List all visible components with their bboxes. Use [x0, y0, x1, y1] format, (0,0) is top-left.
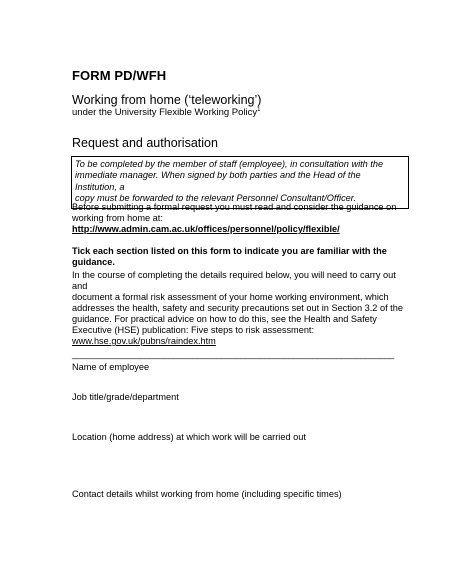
- divider-line: ___________________________________________________________________: [72, 349, 394, 359]
- risk-assessment-line: In the course of completing the details required below, you will need to carry out and: [72, 270, 396, 291]
- tick-instruction: [72, 246, 412, 268]
- hse-link[interactable]: www.hse.gov.uk/pubns/raindex.htm: [72, 336, 216, 346]
- policy-reference: [72, 107, 261, 118]
- form-title: FORM PD/WFH: [72, 68, 167, 83]
- instruction-box: [71, 156, 409, 209]
- risk-assessment-line: document a formal risk assessment of your home working environment, which: [72, 292, 389, 302]
- tick-instruction-line: guidance.: [72, 257, 115, 267]
- field-label-location: Location (home address) at which work will be carried out: [72, 432, 306, 442]
- instruction-line: immediate manager. When signed by both parties and the Head of the Institution, a: [75, 170, 361, 192]
- guidance-intro-line: Before submitting a formal request you must read and consider the guidance on: [72, 202, 397, 212]
- policy-reference-text: under the University Flexible Working Policy: [72, 107, 258, 118]
- section-heading: Request and authorisation: [72, 136, 218, 150]
- instruction-line: copy must be forwarded to the relevant Personnel Consultant/Officer.: [75, 193, 357, 204]
- instruction-line: To be completed by the member of staff (employee), in consultation with the: [75, 159, 384, 169]
- field-label-contact-details: Contact details whilst working from home (including specific times): [72, 489, 342, 499]
- form-subtitle: Working from home (‘teleworking’): [72, 93, 262, 107]
- tick-instruction-line: Tick each section listed on this form to indicate you are familiar with the: [72, 246, 387, 256]
- field-label-job-title: Job title/grade/department: [72, 392, 179, 402]
- guidance-link[interactable]: http://www.admin.cam.ac.uk/offices/personnel/policy/flexible/: [72, 224, 340, 234]
- field-label-employee-name: Name of employee: [72, 362, 150, 372]
- guidance-intro: [72, 202, 412, 224]
- risk-assessment-line: guidance. For practical advice on how to do this, see the Health and Safety: [72, 314, 377, 324]
- risk-assessment-line: addresses the health, safety and security precautions set out in Section 3.2 of the: [72, 303, 403, 313]
- guidance-intro-line: working from home at:: [72, 213, 163, 223]
- risk-assessment-paragraph: [72, 270, 412, 347]
- risk-assessment-line: Executive (HSE) publication: Five steps to risk assessment:: [72, 325, 315, 335]
- footnote-marker: 1: [257, 106, 261, 113]
